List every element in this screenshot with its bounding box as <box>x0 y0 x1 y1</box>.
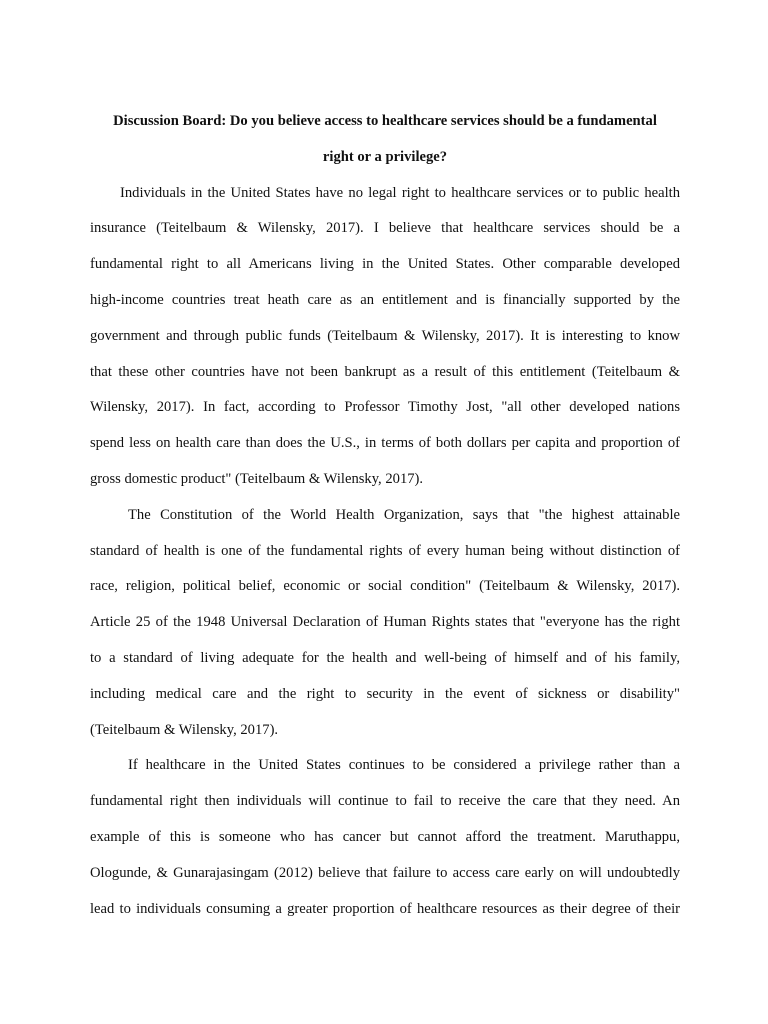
paragraph-line: standard of health is one of the fundamental rights of every human being without distinction of <box>90 542 680 559</box>
title-line-2: right or a privilege? <box>322 148 448 165</box>
paragraph-line: (Teitelbaum & Wilensky, 2017). <box>90 721 279 738</box>
paragraph-line: including medical care and the right to security in the event of sickness or disability" <box>90 685 680 702</box>
paragraph-line: to a standard of living adequate for the health and well-being of himself and of his family, <box>90 649 680 666</box>
paragraph-line: If healthcare in the United States continues to be considered a privilege rather than a <box>128 757 680 774</box>
paragraph-line: Wilensky, 2017). In fact, according to Professor Timothy Jost, "all other developed nations <box>90 399 680 416</box>
paragraph-1 <box>90 176 680 498</box>
title-line-1: Discussion Board: Do you believe access to healthcare services should be a fundamental <box>113 113 657 129</box>
paragraph-line: that these other countries have not been bankrupt as a result of this entitlement (Teitelbaum & <box>90 363 680 380</box>
paragraph-line: example of this is someone who has cancer but cannot afford the treatment. Maruthappu, <box>90 828 680 845</box>
paragraph-line: lead to individuals consuming a greater proportion of healthcare resources as their degree of their <box>90 900 680 917</box>
paragraph-line: Ologunde, & Gunarajasingam (2012) believe that failure to access care early on will undoubtedly <box>90 864 680 881</box>
paragraph-line: high-income countries treat heath care as an entitlement and is financially supported by the <box>90 291 680 308</box>
paragraph-line: gross domestic product" (Teitelbaum & Wilensky, 2017). <box>90 470 424 487</box>
paragraph-3 <box>90 748 680 927</box>
paragraph-line: fundamental right to all Americans living in the United States. Other comparable developed <box>90 256 680 273</box>
page-title <box>90 104 680 176</box>
paragraph-line: government and through public funds (Teitelbaum & Wilensky, 2017). It is interesting to know <box>90 327 680 344</box>
paragraph-line: Article 25 of the 1948 Universal Declaration of Human Rights states that "everyone has the right <box>90 614 680 631</box>
paragraph-line: The Constitution of the World Health Organization, says that "the highest attainable <box>128 506 680 523</box>
paragraph-line: Individuals in the United States have no legal right to healthcare services or to public health <box>120 184 680 201</box>
document-body <box>90 104 680 927</box>
paragraph-line: race, religion, political belief, economic or social condition" (Teitelbaum & Wilensky, 2017). <box>90 578 680 595</box>
paragraph-line: insurance (Teitelbaum & Wilensky, 2017). I believe that healthcare services should be a <box>90 220 680 237</box>
paragraph-2 <box>90 498 680 749</box>
paragraph-line: spend less on health care than does the U.S., in terms of both dollars per capita and proportion of <box>90 435 680 452</box>
paragraph-line: fundamental right then individuals will continue to fail to receive the care that they need. An <box>90 793 680 810</box>
